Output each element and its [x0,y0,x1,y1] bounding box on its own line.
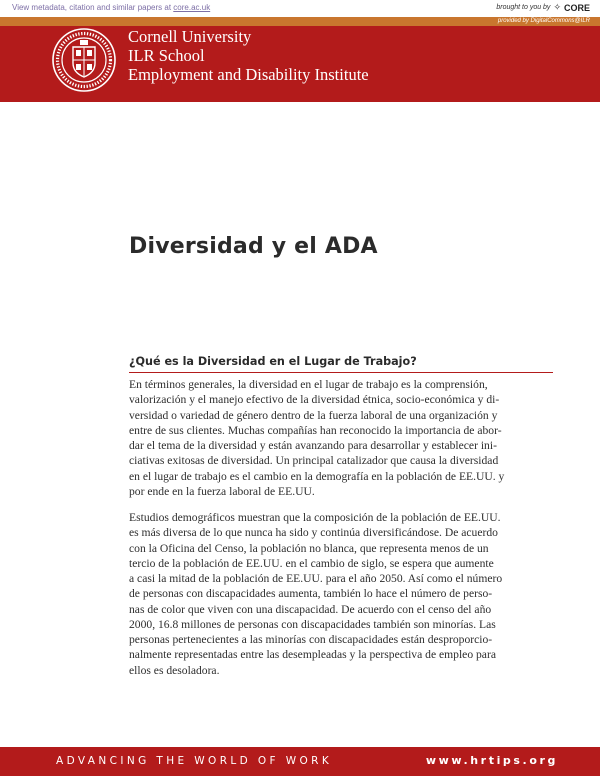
core-link[interactable]: core.ac.uk [173,3,211,12]
paragraph-line: En términos generales, la diversidad en el lugar de trabajo es la comprensión, [129,378,488,391]
paragraph-line: nalmente representadas entre las desempleadas y la perspectiva de empleo para [129,648,496,662]
paragraph-1 [129,377,553,499]
paragraph-line: con la Oficina del Censo, la población no blanca, que representa menos de un [129,541,489,555]
paragraph-line: entre de sus clientes. Muchas compañías han reconocido la importancia de abor- [129,423,502,437]
footer-tagline: ADVANCING THE WORLD OF WORK [56,755,333,767]
core-banner [0,0,600,17]
cornell-seal-icon [51,27,117,93]
paragraph-2 [129,510,553,678]
paragraph-line: versidad o variedad de género dentro de la fuerza laboral de una organización y [129,408,498,422]
provided-by-bar [0,17,600,26]
core-logo-text: CORE [563,2,590,13]
provided-by-text: provided by DigitalCommons@ILR [497,18,590,24]
footer-band [0,747,600,776]
institute-name: Employment and Disability Institute [128,65,369,84]
paragraph-line: a casi la mitad de la población de EE.UU. para el año 2050. Así como el número [129,572,503,585]
paragraph-line: valorización y el manejo efectivo de la diversidad étnica, socio-económica y di- [129,393,500,407]
paragraph-line: por ende en la fuerza laboral de EE.UU. [129,484,315,498]
institution-header [0,26,600,102]
paragraph-line: tercio de la población de EE.UU. en el cambio de siglo, se espera que aumente [129,556,494,570]
core-metadata-text: View metadata, citation and similar papers at [12,3,174,12]
core-brand-notice [496,2,590,13]
core-logo-icon: ✧ [553,2,561,12]
paragraph-line: en el lugar de trabajo es el cambio en la demografía en la población de EE.UU. y [129,469,505,483]
section-divider [129,372,553,373]
core-metadata-notice [12,3,210,12]
brought-by-text: brought to you by [496,4,551,11]
paragraph-line: 2000, 16.8 millones de personas con discapacidades también son minorías. Las [129,617,496,631]
paragraph-line: es más diversa de lo que nunca ha sido y continúa diversificándose. De acuerdo [129,526,498,540]
university-name: Cornell University [128,27,252,46]
paragraph-line: dar el tema de la diversidad y están avanzando para desarrollar y establecer ini- [129,439,497,452]
section-heading: ¿Qué es la Diversidad en el Lugar de Trabajo? [129,355,417,368]
paragraph-line: ellos es desoladora. [129,663,220,677]
paragraph-line: ciativas exitosas de diversidad. Un principal catalizador que causa la diversidad [129,454,499,468]
footer-website-link[interactable]: www.hrtips.org [425,754,558,767]
paragraph-line: personas pertenecientes a las minorías con discapacidades están desproporcio- [129,633,493,646]
document-title: Diversidad y el ADA [129,234,378,259]
school-name: ILR School [128,46,205,65]
paragraph-line: nas de color que viven con una discapacidad. De acuerdo con el censo del año [129,602,492,616]
paragraph-line: Estudios demográficos muestran que la composición de la población de EE.UU. [129,511,501,524]
institution-name [128,27,369,84]
paragraph-line: de personas con discapacidades aumenta, también lo hace el número de perso- [129,587,493,601]
